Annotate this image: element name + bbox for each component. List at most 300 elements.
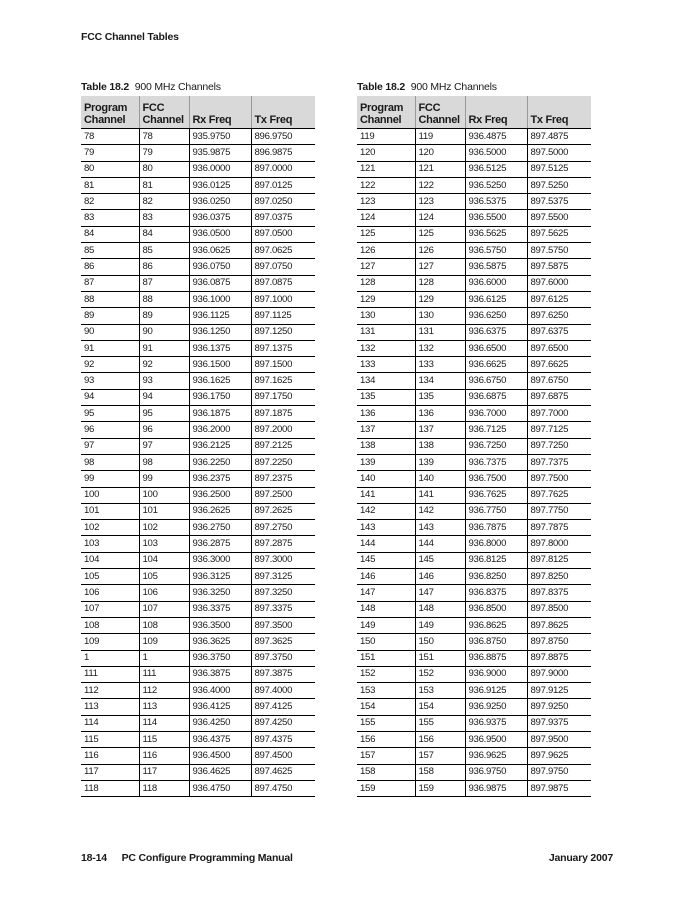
cell-program-channel: 87 xyxy=(81,275,139,291)
cell-program-channel: 93 xyxy=(81,373,139,389)
cell-rx-freq: 936.1625 xyxy=(189,373,251,389)
table-row xyxy=(81,291,315,307)
table-caption-number: Table 18.2 xyxy=(81,81,129,93)
cell-rx-freq: 936.9250 xyxy=(465,699,527,715)
table-row xyxy=(81,487,315,503)
table-row xyxy=(81,552,315,568)
page-number: 18-14 xyxy=(81,852,107,864)
table-row xyxy=(357,569,591,585)
footer-left xyxy=(81,852,293,864)
table-row xyxy=(81,731,315,747)
cell-tx-freq: 897.1125 xyxy=(251,308,315,324)
cell-tx-freq: 897.3375 xyxy=(251,601,315,617)
table-row xyxy=(357,406,591,422)
cell-tx-freq: 897.6250 xyxy=(527,308,591,324)
cell-program-channel: 115 xyxy=(81,731,139,747)
cell-program-channel: 152 xyxy=(357,666,415,682)
cell-program-channel: 140 xyxy=(357,471,415,487)
cell-rx-freq: 935.9875 xyxy=(189,145,251,161)
cell-tx-freq: 897.4875 xyxy=(527,129,591,145)
cell-rx-freq: 936.7000 xyxy=(465,406,527,422)
header-fcc-channel: FCC Channel xyxy=(139,96,189,129)
channel-table xyxy=(81,96,315,797)
cell-tx-freq: 897.7125 xyxy=(527,422,591,438)
cell-tx-freq: 897.0500 xyxy=(251,226,315,242)
cell-rx-freq: 936.0375 xyxy=(189,210,251,226)
cell-fcc-channel: 99 xyxy=(139,471,189,487)
cell-tx-freq: 897.8250 xyxy=(527,569,591,585)
cell-rx-freq: 936.1375 xyxy=(189,340,251,356)
cell-tx-freq: 897.3500 xyxy=(251,617,315,633)
table-row xyxy=(357,715,591,731)
cell-program-channel: 97 xyxy=(81,438,139,454)
cell-tx-freq: 897.2625 xyxy=(251,503,315,519)
table-row xyxy=(357,226,591,242)
table-row xyxy=(357,438,591,454)
cell-program-channel: 129 xyxy=(357,291,415,307)
cell-fcc-channel: 131 xyxy=(415,324,465,340)
cell-program-channel: 105 xyxy=(81,569,139,585)
table-row xyxy=(81,373,315,389)
table-row xyxy=(81,194,315,210)
cell-program-channel: 125 xyxy=(357,226,415,242)
cell-rx-freq: 936.4500 xyxy=(189,748,251,764)
cell-rx-freq: 936.5875 xyxy=(465,259,527,275)
table-row xyxy=(357,731,591,747)
table-row xyxy=(357,487,591,503)
cell-rx-freq: 936.5000 xyxy=(465,145,527,161)
table-row xyxy=(81,715,315,731)
cell-tx-freq: 897.7625 xyxy=(527,487,591,503)
cell-rx-freq: 936.9500 xyxy=(465,731,527,747)
table-row xyxy=(357,634,591,650)
cell-rx-freq: 936.0500 xyxy=(189,226,251,242)
cell-tx-freq: 897.8000 xyxy=(527,536,591,552)
cell-tx-freq: 897.1375 xyxy=(251,340,315,356)
table-row xyxy=(357,471,591,487)
cell-program-channel: 157 xyxy=(357,748,415,764)
cell-program-channel: 90 xyxy=(81,324,139,340)
channel-table-right xyxy=(357,80,591,797)
cell-rx-freq: 936.4125 xyxy=(189,699,251,715)
cell-program-channel: 130 xyxy=(357,308,415,324)
cell-fcc-channel: 129 xyxy=(415,291,465,307)
table-row xyxy=(81,324,315,340)
cell-fcc-channel: 83 xyxy=(139,210,189,226)
table-row xyxy=(357,161,591,177)
cell-rx-freq: 936.8375 xyxy=(465,585,527,601)
cell-rx-freq: 936.1750 xyxy=(189,389,251,405)
table-row xyxy=(357,764,591,780)
cell-rx-freq: 936.5500 xyxy=(465,210,527,226)
cell-fcc-channel: 156 xyxy=(415,731,465,747)
cell-tx-freq: 897.6375 xyxy=(527,324,591,340)
table-row xyxy=(357,780,591,796)
table-body xyxy=(357,129,591,797)
cell-tx-freq: 897.6500 xyxy=(527,340,591,356)
cell-rx-freq: 936.6250 xyxy=(465,308,527,324)
cell-fcc-channel: 108 xyxy=(139,617,189,633)
cell-program-channel: 150 xyxy=(357,634,415,650)
cell-program-channel: 82 xyxy=(81,194,139,210)
cell-fcc-channel: 123 xyxy=(415,194,465,210)
cell-fcc-channel: 86 xyxy=(139,259,189,275)
cell-rx-freq: 936.3000 xyxy=(189,552,251,568)
cell-tx-freq: 897.2250 xyxy=(251,454,315,470)
cell-rx-freq: 936.2250 xyxy=(189,454,251,470)
table-row xyxy=(81,520,315,536)
cell-rx-freq: 936.8500 xyxy=(465,601,527,617)
cell-fcc-channel: 92 xyxy=(139,357,189,373)
cell-tx-freq: 897.8625 xyxy=(527,617,591,633)
cell-program-channel: 101 xyxy=(81,503,139,519)
cell-tx-freq: 897.8750 xyxy=(527,634,591,650)
cell-tx-freq: 897.5375 xyxy=(527,194,591,210)
cell-rx-freq: 936.8625 xyxy=(465,617,527,633)
cell-fcc-channel: 147 xyxy=(415,585,465,601)
cell-tx-freq: 897.1250 xyxy=(251,324,315,340)
header-tx-freq: Tx Freq xyxy=(251,96,315,129)
cell-program-channel: 122 xyxy=(357,177,415,193)
cell-rx-freq: 936.3625 xyxy=(189,634,251,650)
cell-rx-freq: 936.7375 xyxy=(465,454,527,470)
cell-rx-freq: 936.6000 xyxy=(465,275,527,291)
cell-rx-freq: 936.6875 xyxy=(465,389,527,405)
cell-fcc-channel: 117 xyxy=(139,764,189,780)
cell-rx-freq: 936.3250 xyxy=(189,585,251,601)
cell-rx-freq: 936.8250 xyxy=(465,569,527,585)
cell-program-channel: 146 xyxy=(357,569,415,585)
cell-program-channel: 123 xyxy=(357,194,415,210)
cell-fcc-channel: 158 xyxy=(415,764,465,780)
cell-rx-freq: 936.0000 xyxy=(189,161,251,177)
cell-fcc-channel: 118 xyxy=(139,780,189,796)
table-row xyxy=(81,275,315,291)
cell-rx-freq: 936.5250 xyxy=(465,177,527,193)
cell-program-channel: 95 xyxy=(81,406,139,422)
header-tx-freq: Tx Freq xyxy=(527,96,591,129)
cell-tx-freq: 897.1625 xyxy=(251,373,315,389)
cell-program-channel: 88 xyxy=(81,291,139,307)
table-row xyxy=(81,503,315,519)
cell-fcc-channel: 143 xyxy=(415,520,465,536)
cell-fcc-channel: 109 xyxy=(139,634,189,650)
cell-tx-freq: 897.1875 xyxy=(251,406,315,422)
table-row xyxy=(357,259,591,275)
cell-tx-freq: 897.3125 xyxy=(251,569,315,585)
cell-fcc-channel: 122 xyxy=(415,177,465,193)
cell-fcc-channel: 78 xyxy=(139,129,189,145)
table-row xyxy=(81,226,315,242)
cell-tx-freq: 897.8875 xyxy=(527,650,591,666)
table-caption xyxy=(357,80,591,94)
cell-tx-freq: 897.6125 xyxy=(527,291,591,307)
table-row xyxy=(81,780,315,796)
cell-fcc-channel: 145 xyxy=(415,552,465,568)
cell-fcc-channel: 154 xyxy=(415,699,465,715)
cell-program-channel: 155 xyxy=(357,715,415,731)
cell-rx-freq: 936.2625 xyxy=(189,503,251,519)
cell-program-channel: 145 xyxy=(357,552,415,568)
cell-rx-freq: 936.9000 xyxy=(465,666,527,682)
table-caption-number: Table 18.2 xyxy=(357,81,405,93)
cell-rx-freq: 936.8875 xyxy=(465,650,527,666)
cell-rx-freq: 936.6500 xyxy=(465,340,527,356)
cell-fcc-channel: 137 xyxy=(415,422,465,438)
cell-program-channel: 133 xyxy=(357,357,415,373)
cell-rx-freq: 936.5375 xyxy=(465,194,527,210)
cell-rx-freq: 936.9125 xyxy=(465,683,527,699)
cell-fcc-channel: 138 xyxy=(415,438,465,454)
cell-fcc-channel: 149 xyxy=(415,617,465,633)
cell-tx-freq: 897.0875 xyxy=(251,275,315,291)
cell-rx-freq: 936.5625 xyxy=(465,226,527,242)
cell-rx-freq: 936.0125 xyxy=(189,177,251,193)
cell-tx-freq: 897.0125 xyxy=(251,177,315,193)
cell-tx-freq: 897.4625 xyxy=(251,764,315,780)
cell-fcc-channel: 115 xyxy=(139,731,189,747)
cell-tx-freq: 897.6000 xyxy=(527,275,591,291)
cell-fcc-channel: 93 xyxy=(139,373,189,389)
cell-rx-freq: 936.1875 xyxy=(189,406,251,422)
cell-program-channel: 78 xyxy=(81,129,139,145)
cell-tx-freq: 897.0625 xyxy=(251,243,315,259)
cell-tx-freq: 897.0000 xyxy=(251,161,315,177)
cell-rx-freq: 936.5125 xyxy=(465,161,527,177)
table-caption-text: 900 MHz Channels xyxy=(410,81,497,93)
cell-rx-freq: 936.7125 xyxy=(465,422,527,438)
table-body xyxy=(81,129,315,797)
cell-fcc-channel: 124 xyxy=(415,210,465,226)
cell-fcc-channel: 103 xyxy=(139,536,189,552)
cell-tx-freq: 897.9250 xyxy=(527,699,591,715)
cell-program-channel: 100 xyxy=(81,487,139,503)
cell-tx-freq: 897.5625 xyxy=(527,226,591,242)
table-row xyxy=(357,503,591,519)
cell-fcc-channel: 135 xyxy=(415,389,465,405)
cell-program-channel: 134 xyxy=(357,373,415,389)
cell-tx-freq: 897.7750 xyxy=(527,503,591,519)
cell-rx-freq: 936.1500 xyxy=(189,357,251,373)
table-row xyxy=(81,748,315,764)
cell-program-channel: 135 xyxy=(357,389,415,405)
cell-fcc-channel: 148 xyxy=(415,601,465,617)
cell-fcc-channel: 139 xyxy=(415,454,465,470)
cell-program-channel: 102 xyxy=(81,520,139,536)
cell-rx-freq: 936.3875 xyxy=(189,666,251,682)
cell-fcc-channel: 88 xyxy=(139,291,189,307)
cell-tx-freq: 897.4000 xyxy=(251,683,315,699)
cell-program-channel: 156 xyxy=(357,731,415,747)
cell-program-channel: 144 xyxy=(357,536,415,552)
cell-tx-freq: 897.6875 xyxy=(527,389,591,405)
cell-tx-freq: 896.9875 xyxy=(251,145,315,161)
cell-tx-freq: 897.1000 xyxy=(251,291,315,307)
cell-program-channel: 79 xyxy=(81,145,139,161)
cell-tx-freq: 897.3750 xyxy=(251,650,315,666)
cell-tx-freq: 896.9750 xyxy=(251,129,315,145)
cell-tx-freq: 897.3875 xyxy=(251,666,315,682)
header-rx-freq: Rx Freq xyxy=(189,96,251,129)
cell-rx-freq: 936.9875 xyxy=(465,780,527,796)
cell-tx-freq: 897.2375 xyxy=(251,471,315,487)
cell-fcc-channel: 130 xyxy=(415,308,465,324)
cell-rx-freq: 936.4375 xyxy=(189,731,251,747)
channel-table-left xyxy=(81,80,315,797)
cell-fcc-channel: 159 xyxy=(415,780,465,796)
cell-program-channel: 107 xyxy=(81,601,139,617)
cell-tx-freq: 897.4125 xyxy=(251,699,315,715)
cell-rx-freq: 936.6625 xyxy=(465,357,527,373)
cell-program-channel: 113 xyxy=(81,699,139,715)
cell-tx-freq: 897.2750 xyxy=(251,520,315,536)
cell-fcc-channel: 126 xyxy=(415,243,465,259)
cell-fcc-channel: 150 xyxy=(415,634,465,650)
cell-rx-freq: 936.9750 xyxy=(465,764,527,780)
cell-program-channel: 159 xyxy=(357,780,415,796)
table-caption-text: 900 MHz Channels xyxy=(134,81,221,93)
cell-program-channel: 137 xyxy=(357,422,415,438)
cell-program-channel: 119 xyxy=(357,129,415,145)
cell-rx-freq: 936.6375 xyxy=(465,324,527,340)
cell-program-channel: 141 xyxy=(357,487,415,503)
cell-fcc-channel: 80 xyxy=(139,161,189,177)
table-row xyxy=(81,601,315,617)
cell-program-channel: 147 xyxy=(357,585,415,601)
table-row xyxy=(81,666,315,682)
running-head: FCC Channel Tables xyxy=(81,31,179,43)
cell-tx-freq: 897.9500 xyxy=(527,731,591,747)
table-row xyxy=(81,634,315,650)
cell-tx-freq: 897.2875 xyxy=(251,536,315,552)
cell-tx-freq: 897.3250 xyxy=(251,585,315,601)
cell-rx-freq: 936.9625 xyxy=(465,748,527,764)
cell-tx-freq: 897.1500 xyxy=(251,357,315,373)
cell-fcc-channel: 101 xyxy=(139,503,189,519)
cell-rx-freq: 936.9375 xyxy=(465,715,527,731)
cell-rx-freq: 936.1250 xyxy=(189,324,251,340)
cell-tx-freq: 897.0375 xyxy=(251,210,315,226)
cell-tx-freq: 897.7875 xyxy=(527,520,591,536)
cell-program-channel: 85 xyxy=(81,243,139,259)
table-row xyxy=(81,536,315,552)
cell-fcc-channel: 102 xyxy=(139,520,189,536)
cell-fcc-channel: 105 xyxy=(139,569,189,585)
table-row xyxy=(357,340,591,356)
cell-program-channel: 153 xyxy=(357,683,415,699)
cell-rx-freq: 936.5750 xyxy=(465,243,527,259)
cell-program-channel: 112 xyxy=(81,683,139,699)
cell-fcc-channel: 146 xyxy=(415,569,465,585)
cell-rx-freq: 936.4750 xyxy=(189,780,251,796)
table-row xyxy=(357,177,591,193)
cell-fcc-channel: 128 xyxy=(415,275,465,291)
table-row xyxy=(357,650,591,666)
cell-rx-freq: 936.2750 xyxy=(189,520,251,536)
cell-rx-freq: 936.3750 xyxy=(189,650,251,666)
footer-date: January 2007 xyxy=(548,852,613,864)
cell-rx-freq: 936.2875 xyxy=(189,536,251,552)
cell-fcc-channel: 125 xyxy=(415,226,465,242)
cell-tx-freq: 897.4250 xyxy=(251,715,315,731)
cell-rx-freq: 936.4250 xyxy=(189,715,251,731)
cell-tx-freq: 897.5875 xyxy=(527,259,591,275)
cell-fcc-channel: 142 xyxy=(415,503,465,519)
header-rx-freq: Rx Freq xyxy=(465,96,527,129)
cell-program-channel: 106 xyxy=(81,585,139,601)
cell-fcc-channel: 157 xyxy=(415,748,465,764)
cell-fcc-channel: 98 xyxy=(139,454,189,470)
cell-fcc-channel: 85 xyxy=(139,243,189,259)
cell-tx-freq: 897.2500 xyxy=(251,487,315,503)
table-row xyxy=(81,585,315,601)
cell-fcc-channel: 127 xyxy=(415,259,465,275)
cell-program-channel: 131 xyxy=(357,324,415,340)
cell-fcc-channel: 90 xyxy=(139,324,189,340)
cell-program-channel: 116 xyxy=(81,748,139,764)
table-row xyxy=(357,601,591,617)
cell-program-channel: 139 xyxy=(357,454,415,470)
header-program-channel: Program Channel xyxy=(81,96,139,129)
cell-rx-freq: 936.7750 xyxy=(465,503,527,519)
cell-rx-freq: 936.4875 xyxy=(465,129,527,145)
cell-program-channel: 98 xyxy=(81,454,139,470)
cell-tx-freq: 897.0750 xyxy=(251,259,315,275)
cell-program-channel: 86 xyxy=(81,259,139,275)
cell-tx-freq: 897.7000 xyxy=(527,406,591,422)
header-program-channel: Program Channel xyxy=(357,96,415,129)
cell-rx-freq: 936.1000 xyxy=(189,291,251,307)
table-row xyxy=(357,699,591,715)
cell-fcc-channel: 155 xyxy=(415,715,465,731)
table-row xyxy=(81,764,315,780)
cell-rx-freq: 936.0875 xyxy=(189,275,251,291)
cell-fcc-channel: 152 xyxy=(415,666,465,682)
table-row xyxy=(81,438,315,454)
table-row xyxy=(357,617,591,633)
table-row xyxy=(81,422,315,438)
table-row xyxy=(357,291,591,307)
cell-tx-freq: 897.9875 xyxy=(527,780,591,796)
cell-program-channel: 80 xyxy=(81,161,139,177)
cell-program-channel: 120 xyxy=(357,145,415,161)
cell-program-channel: 118 xyxy=(81,780,139,796)
cell-tx-freq: 897.7375 xyxy=(527,454,591,470)
table-row xyxy=(81,243,315,259)
cell-tx-freq: 897.9750 xyxy=(527,764,591,780)
cell-fcc-channel: 84 xyxy=(139,226,189,242)
table-row xyxy=(357,129,591,145)
cell-tx-freq: 897.4500 xyxy=(251,748,315,764)
cell-tx-freq: 897.2125 xyxy=(251,438,315,454)
cell-fcc-channel: 114 xyxy=(139,715,189,731)
cell-tx-freq: 897.3000 xyxy=(251,552,315,568)
table-row xyxy=(81,145,315,161)
cell-tx-freq: 897.5500 xyxy=(527,210,591,226)
table-row xyxy=(357,243,591,259)
cell-fcc-channel: 153 xyxy=(415,683,465,699)
table-row xyxy=(81,210,315,226)
cell-rx-freq: 936.0750 xyxy=(189,259,251,275)
cell-program-channel: 128 xyxy=(357,275,415,291)
cell-rx-freq: 936.8750 xyxy=(465,634,527,650)
table-row xyxy=(357,552,591,568)
cell-fcc-channel: 94 xyxy=(139,389,189,405)
cell-program-channel: 84 xyxy=(81,226,139,242)
cell-fcc-channel: 100 xyxy=(139,487,189,503)
cell-rx-freq: 936.6750 xyxy=(465,373,527,389)
cell-fcc-channel: 79 xyxy=(139,145,189,161)
